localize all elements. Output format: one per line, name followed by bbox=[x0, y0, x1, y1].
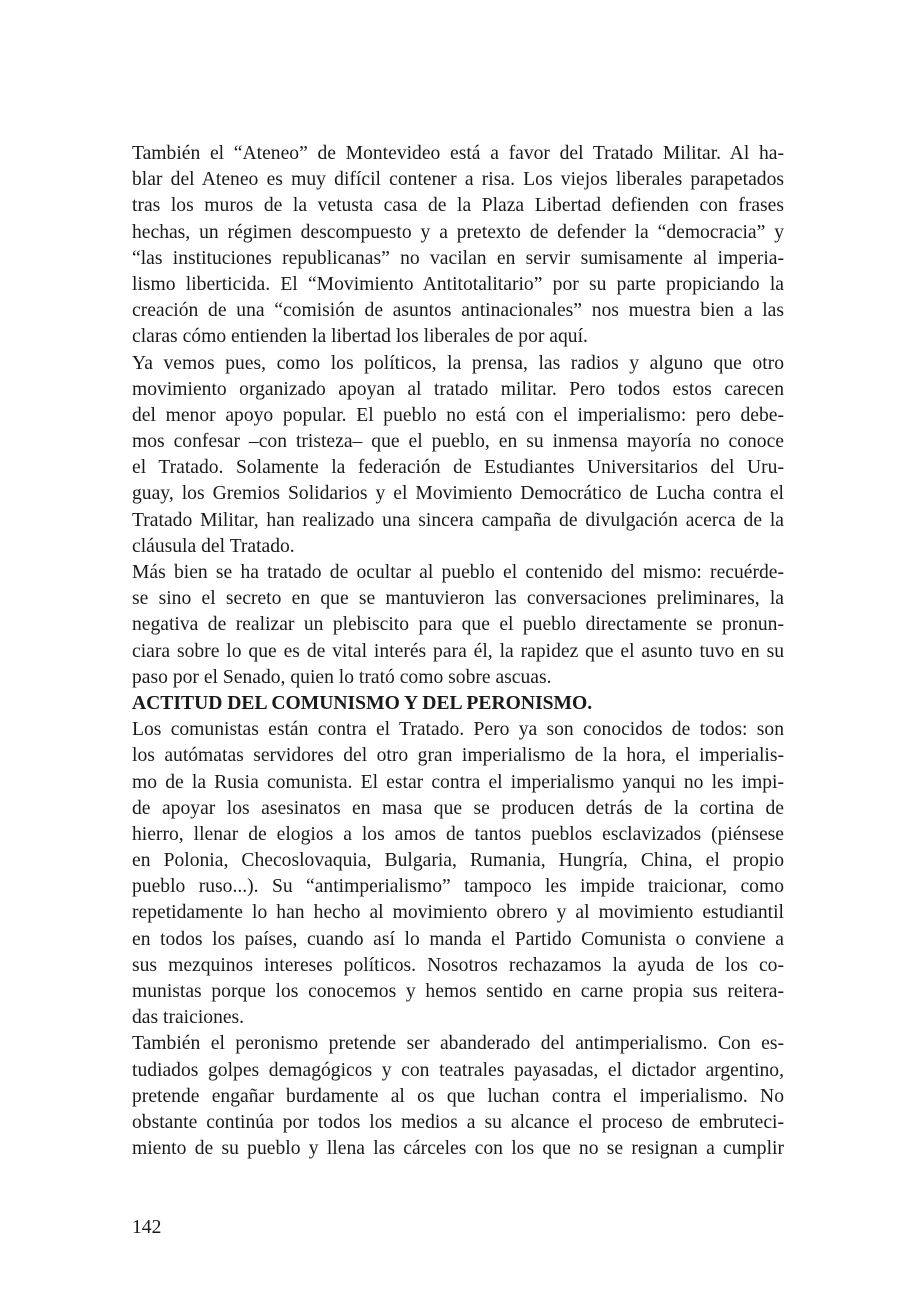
text-line: pueblo ruso...). Su “antimperialismo” tampoco les impide traicionar, como bbox=[132, 876, 784, 898]
text-line: pretende engañar burdamente al os que luchan contra el imperialismo. No bbox=[132, 1085, 784, 1107]
text-line: También el peronismo pretende ser abanderado del antimperialismo. Con es- bbox=[132, 1033, 784, 1055]
text-line: negativa de realizar un plebiscito para que el pueblo directamente se pronun- bbox=[132, 614, 784, 636]
text-line: tras los muros de la vetusta casa de la Plaza Libertad defienden con frases bbox=[132, 195, 784, 217]
text-line: miento de su pueblo y llena las cárceles con los que no se resignan a cumplir bbox=[132, 1138, 784, 1160]
text-line: lismo liberticida. El “Movimiento Antitotalitario” por su parte propiciando la bbox=[132, 273, 784, 295]
paragraph bbox=[132, 1031, 784, 1162]
text-line: Los comunistas están contra el Tratado. Pero ya son conocidos de todos: son bbox=[132, 719, 784, 741]
text-line: ciara sobre lo que es de vital interés para él, la rapidez que el asunto tuvo en su bbox=[132, 640, 784, 662]
text-line: También el “Ateneo” de Montevideo está a favor del Tratado Militar. Al ha- bbox=[132, 143, 784, 164]
text-line: mos confesar –con tristeza– que el pueblo, en su inmensa mayoría no conoce bbox=[132, 431, 784, 453]
text-line: creación de una “comisión de asuntos antinacionales” nos muestra bien a las bbox=[132, 300, 784, 322]
text-line: del menor apoyo popular. El pueblo no está con el imperialismo: pero debe- bbox=[132, 404, 784, 426]
text-line: guay, los Gremios Solidarios y el Movimiento Democrático de Lucha contra el bbox=[132, 483, 784, 505]
text-line: “las instituciones republicanas” no vacilan en servir sumisamente al imperia- bbox=[132, 247, 784, 269]
paragraph bbox=[132, 351, 784, 561]
text-line: sus mezquinos intereses políticos. Nosotros rechazamos la ayuda de los co- bbox=[132, 954, 784, 976]
text-line: en todos los países, cuando así lo manda el Partido Comunista o conviene a bbox=[132, 928, 784, 950]
text-line: hierro, llenar de elogios a los amos de tantos pueblos esclavizados (piénsese bbox=[132, 823, 784, 845]
text-line: en Polonia, Checoslovaquia, Bulgaria, Rumania, Hungría, China, el propio bbox=[132, 850, 784, 872]
text-line: se sino el secreto en que se mantuvieron las conversaciones preliminares, la bbox=[132, 588, 784, 610]
text-line: mo de la Rusia comunista. El estar contra el imperialismo yanqui no les impi- bbox=[132, 771, 784, 793]
page-body bbox=[132, 141, 784, 1162]
text-line: hechas, un régimen descompuesto y a pretexto de defender la “democracia” y bbox=[132, 221, 784, 243]
text-line: los autómatas servidores del otro gran imperialismo de la hora, el imperialis- bbox=[132, 745, 784, 767]
paragraph bbox=[132, 717, 784, 1031]
text-line: movimiento organizado apoyan al tratado militar. Pero todos estos carecen bbox=[132, 378, 784, 400]
text-line: de apoyar los asesinatos en masa que se producen detrás de la cortina de bbox=[132, 797, 784, 819]
text-line: das traiciones. bbox=[132, 1007, 245, 1029]
text-line: paso por el Senado, quien lo trató como sobre ascuas. bbox=[132, 666, 552, 688]
text-line: Tratado Militar, han realizado una sincera campaña de divulgación acerca de la bbox=[132, 509, 784, 531]
text-line: blar del Ateneo es muy difícil contener a risa. Los viejos liberales parapetados bbox=[132, 169, 784, 191]
text-line: Ya vemos pues, como los políticos, la prensa, las radios y alguno que otro bbox=[132, 352, 784, 374]
text-line: claras cómo entienden la libertad los liberales de por aquí. bbox=[132, 326, 588, 348]
text-line: munistas porque los conocemos y hemos sentido en carne propia sus reitera- bbox=[132, 981, 784, 1002]
text-line: repetidamente lo han hecho al movimiento obrero y al movimiento estudiantil bbox=[132, 902, 784, 924]
text-line: obstante continúa por todos los medios a su alcance el proceso de embruteci- bbox=[132, 1111, 784, 1133]
text-line: el Tratado. Solamente la federación de Estudiantes Universitarios del Uru- bbox=[132, 457, 784, 479]
paragraph bbox=[132, 560, 784, 691]
text-line: tudiados golpes demagógicos y con teatrales payasadas, el dictador argentino, bbox=[132, 1059, 784, 1081]
text-line: cláusula del Tratado. bbox=[132, 535, 295, 557]
paragraph bbox=[132, 141, 784, 351]
section-heading bbox=[132, 691, 784, 717]
heading-line: ACTITUD DEL COMUNISMO Y DEL PERONISMO. bbox=[132, 692, 593, 714]
text-line: Más bien se ha tratado de ocultar al pueblo el contenido del mismo: recuérde- bbox=[132, 562, 784, 583]
page-number: 142 bbox=[132, 1217, 162, 1238]
